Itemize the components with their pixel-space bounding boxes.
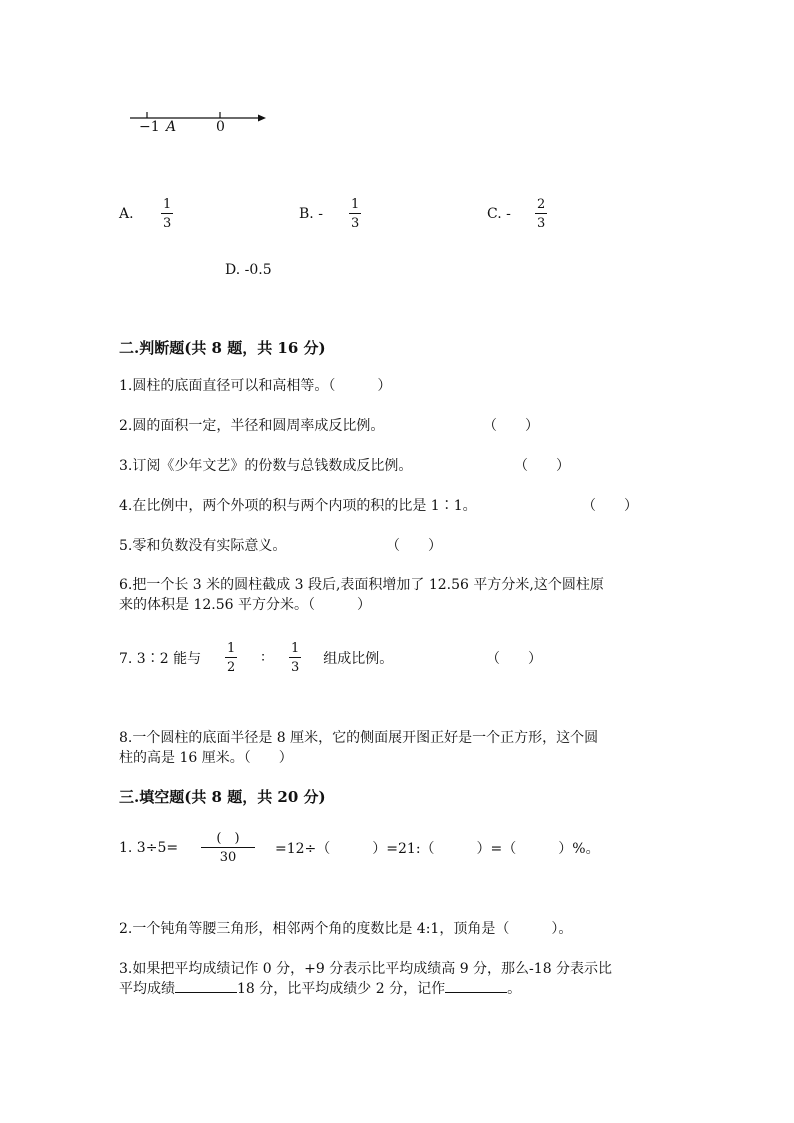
choice-c (487, 198, 547, 230)
number-line-label-a: A (166, 119, 177, 135)
fill-q3-text-b: 18 分，比平均成绩少 2 分，记作 (237, 981, 446, 997)
choice-b (299, 198, 361, 230)
choice-d: D. -0.5 (225, 262, 272, 278)
judge-q2-paren: （ ） (483, 418, 539, 434)
fill-q3-text-c: 。 (507, 981, 522, 997)
fraction-numerator: 1 (290, 641, 300, 656)
judge-q7-fraction-1 (225, 642, 237, 674)
judge-q8-line1: 8.一个圆柱的底面半径是 8 厘米，它的侧面展开图正好是一个正方形，这个圆 (119, 730, 599, 746)
fill-q2: 2.一个钝角等腰三角形，相邻两个角的度数比是 4:1，顶角是（ ）。 (119, 921, 573, 937)
choice-c-fraction (535, 198, 547, 230)
number-line-label-zero: 0 (216, 119, 225, 135)
number-line-label-minus-one: −1 (139, 119, 160, 135)
judge-q4: 4.在比例中，两个外项的积与两个内项的积的比是 1∶1。 (119, 498, 477, 514)
judge-q4-paren: （ ） (582, 498, 638, 514)
judge-q7-prefix: 7. 3∶2 能与 (119, 651, 202, 667)
choice-b-fraction (349, 198, 361, 230)
choice-a (119, 198, 173, 230)
fill-q1-suffix: =12÷（ ）=21:（ ）=（ ）%。 (275, 841, 600, 857)
judge-q5: 5.零和负数没有实际意义。 (119, 538, 287, 554)
fill-q3-blank-1[interactable] (175, 978, 237, 993)
judge-q7-fraction-2 (289, 642, 301, 674)
judge-q6-line2: 来的体积是 12.56 平方分米。（ ） (119, 597, 371, 613)
fill-q1 (119, 832, 600, 864)
choice-a-fraction (161, 198, 173, 230)
fraction-denominator: 3 (290, 660, 300, 675)
judge-q3: 3.订阅《少年文艺》的份数与总钱数成反比例。 (119, 458, 413, 474)
section-3-title: 三.填空题(共 8 题，共 20 分) (119, 788, 326, 806)
fill-q3-line2 (119, 978, 521, 998)
fraction-denominator: 3 (537, 216, 546, 231)
judge-q3-paren: （ ） (514, 458, 570, 474)
judge-q7 (119, 642, 393, 674)
fill-q1-prefix: 1. 3÷5= (119, 840, 179, 856)
judge-q8-line2: 柱的高是 16 厘米。（ ） (119, 750, 293, 766)
fill-q1-fraction (201, 832, 255, 864)
fraction-numerator: ( ) (201, 832, 255, 848)
section-2-title: 二.判断题(共 8 题，共 16 分) (119, 339, 326, 357)
judge-q7-colon: ∶ (261, 650, 265, 666)
fill-q3-text-a: 平均成绩 (119, 981, 175, 997)
number-line-arrow (258, 115, 266, 122)
judge-q7-suffix: 组成比例。 (323, 651, 394, 667)
fraction-numerator: 1 (227, 641, 236, 656)
fraction-denominator: 3 (351, 216, 360, 231)
fraction-denominator: 2 (227, 660, 236, 675)
fill-q3-blank-2[interactable] (445, 978, 507, 993)
judge-q6-line1: 6.把一个长 3 米的圆柱截成 3 段后,表面积增加了 12.56 平方分米,这个圆柱原 (119, 577, 604, 593)
fraction-denominator: 30 (219, 850, 237, 865)
judge-q5-paren: （ ） (386, 538, 442, 554)
judge-q7-paren: （ ） (486, 651, 542, 667)
choice-a-label: A. (119, 206, 134, 222)
fraction-numerator: 1 (163, 197, 172, 212)
fill-q3-line1: 3.如果把平均成绩记作 0 分，+9 分表示比平均成绩高 9 分，那么-18 分表示比 (119, 961, 613, 977)
judge-q2: 2.圆的面积一定，半径和圆周率成反比例。 (119, 418, 385, 434)
choice-c-label: C. - (487, 206, 511, 222)
judge-q1: 1.圆柱的底面直径可以和高相等。（ ） (119, 378, 392, 394)
choice-b-label: B. - (299, 206, 323, 222)
fraction-denominator: 3 (163, 216, 172, 231)
fraction-numerator: 1 (351, 197, 360, 212)
fraction-numerator: 2 (537, 197, 546, 212)
